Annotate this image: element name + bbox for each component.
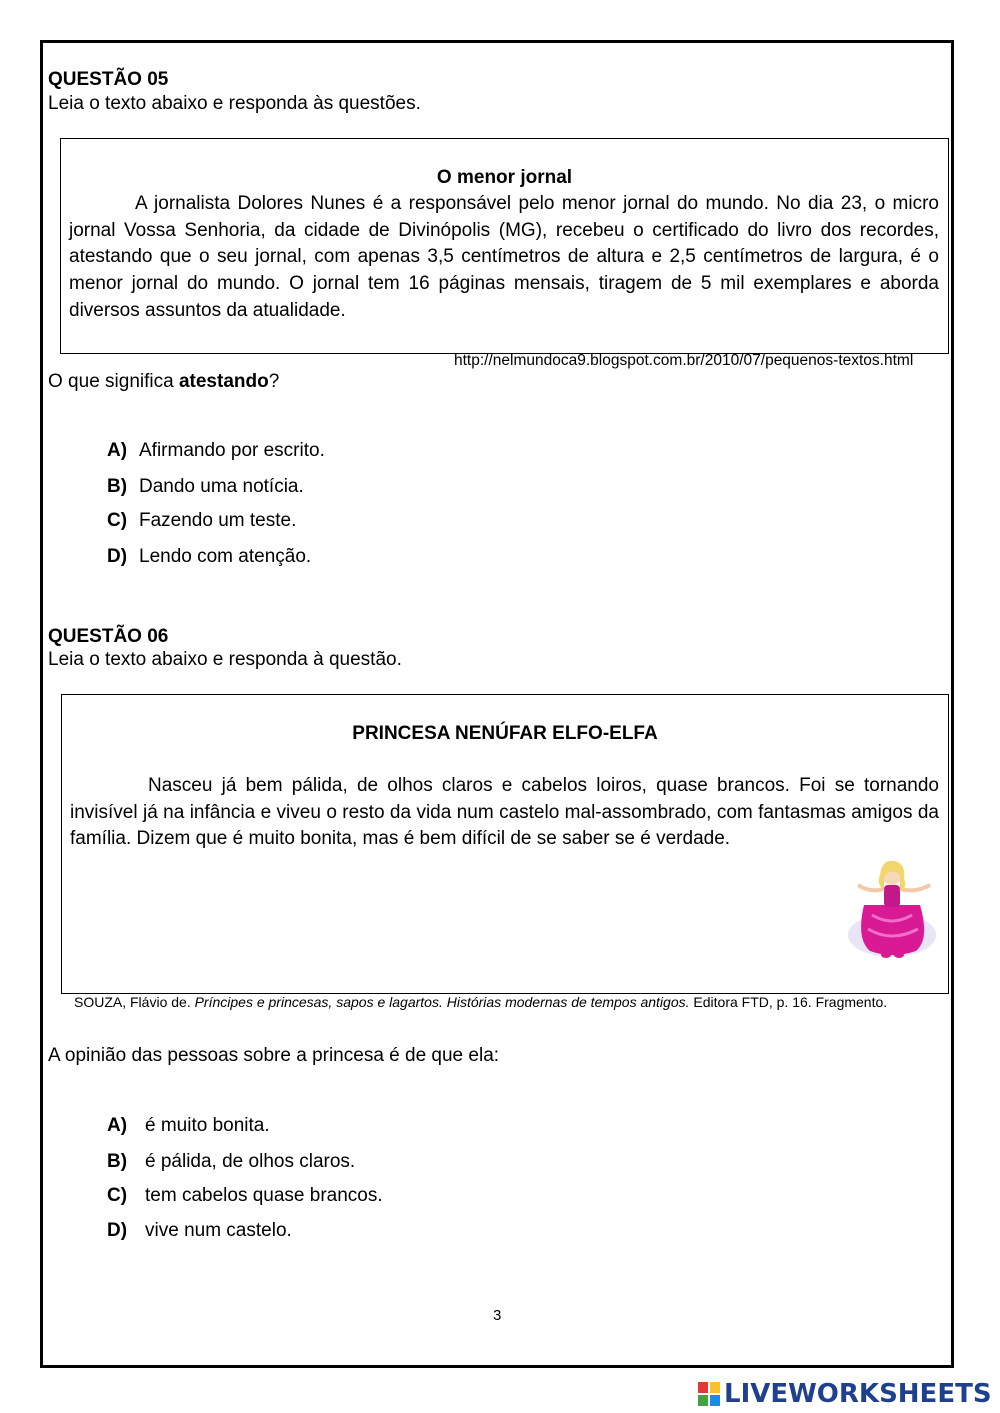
question-5-prompt <box>48 371 279 393</box>
text-box-title: O menor jornal <box>436 167 573 188</box>
text-box-o-menor-jornal <box>60 138 949 354</box>
option-c[interactable] <box>107 510 296 532</box>
prompt-keyword: atestando <box>178 371 269 392</box>
option-d[interactable] <box>107 1220 292 1242</box>
liveworksheets-logo[interactable] <box>698 1378 992 1410</box>
option-letter: C) <box>107 510 128 531</box>
option-letter: A) <box>107 440 128 461</box>
princess-illustration <box>842 855 942 967</box>
text-box-paragraph: A jornalista Dolores Nunes é a responsável pelo menor jornal do mundo. No dia 23, o micro jornal Vossa Senhoria, da cidade de Divinópolis (MG), recebeu o certificado do livro dos recordes, atestando que o seu jornal, com apenas 3,5 centímetros de altura e 2,5 centímetros de largura, é o menor jornal do mundo. O jornal tem 16 páginas mensais, tiragem de 5 mil exemplares e aborda diversos assuntos da atualidade. <box>69 193 939 321</box>
question-6-prompt: A opinião das pessoas sobre a princesa é de que ela: <box>48 1045 500 1066</box>
citation-title: Príncipes e princesas, sapos e lagartos. Histórias modernas de tempos antigos. <box>194 994 690 1010</box>
liveworksheets-blocks-icon <box>698 1382 720 1406</box>
prompt-prefix: O que significa <box>48 371 179 392</box>
option-c[interactable] <box>107 1185 383 1207</box>
option-text: tem cabelos quase brancos. <box>145 1185 383 1206</box>
text-box-princesa <box>61 694 949 994</box>
option-letter: B) <box>107 1151 128 1172</box>
citation <box>74 993 887 1011</box>
citation-rest: Editora FTD, p. 16. Fragmento. <box>689 994 888 1010</box>
option-text: Afirmando por escrito. <box>139 440 325 461</box>
prompt-suffix: ? <box>268 371 280 392</box>
text-box-paragraph: Nasceu já bem pálida, de olhos claros e cabelos loiros, quase brancos. Foi se tornando invisível já na infância e viveu o resto da vida num castelo mal-assombrado, com fantasmas amigos da família. Dizem que é muito bonita, mas é bem difícil de se saber se é verdade. <box>70 775 939 850</box>
question-5-instruction: Leia o texto abaixo e responda às questões. <box>48 93 421 114</box>
option-letter: C) <box>107 1185 128 1206</box>
option-text: Dando uma notícia. <box>139 476 304 497</box>
option-a[interactable] <box>107 1115 270 1137</box>
option-letter: A) <box>107 1115 128 1136</box>
option-b[interactable] <box>107 476 304 498</box>
text-box-title: PRINCESA NENÚFAR ELFO-ELFA <box>352 723 658 744</box>
option-text: é muito bonita. <box>145 1115 270 1136</box>
option-text: Fazendo um teste. <box>139 510 297 531</box>
option-letter: D) <box>107 546 128 567</box>
source-link[interactable]: http://nelmundoca9.blogspot.com.br/2010/07/pequenos-textos.html <box>454 352 914 369</box>
option-b[interactable] <box>107 1151 355 1173</box>
option-d[interactable] <box>107 546 311 568</box>
citation-author: SOUZA, Flávio de. <box>74 994 195 1010</box>
liveworksheets-wordmark: LIVEWORKSHEETS <box>724 1379 992 1409</box>
question-6-instruction: Leia o texto abaixo e responda à questão. <box>48 649 402 670</box>
option-text: é pálida, de olhos claros. <box>145 1151 356 1172</box>
dress-bodice <box>884 885 900 907</box>
option-text: vive num castelo. <box>145 1220 292 1241</box>
option-a[interactable] <box>107 440 325 462</box>
option-text: Lendo com atenção. <box>139 546 312 567</box>
page-number: 3 <box>493 1307 502 1324</box>
question-5-title: QUESTÃO 05 <box>48 69 169 90</box>
option-letter: D) <box>107 1220 128 1241</box>
option-letter: B) <box>107 476 128 497</box>
question-6-title: QUESTÃO 06 <box>48 626 169 647</box>
